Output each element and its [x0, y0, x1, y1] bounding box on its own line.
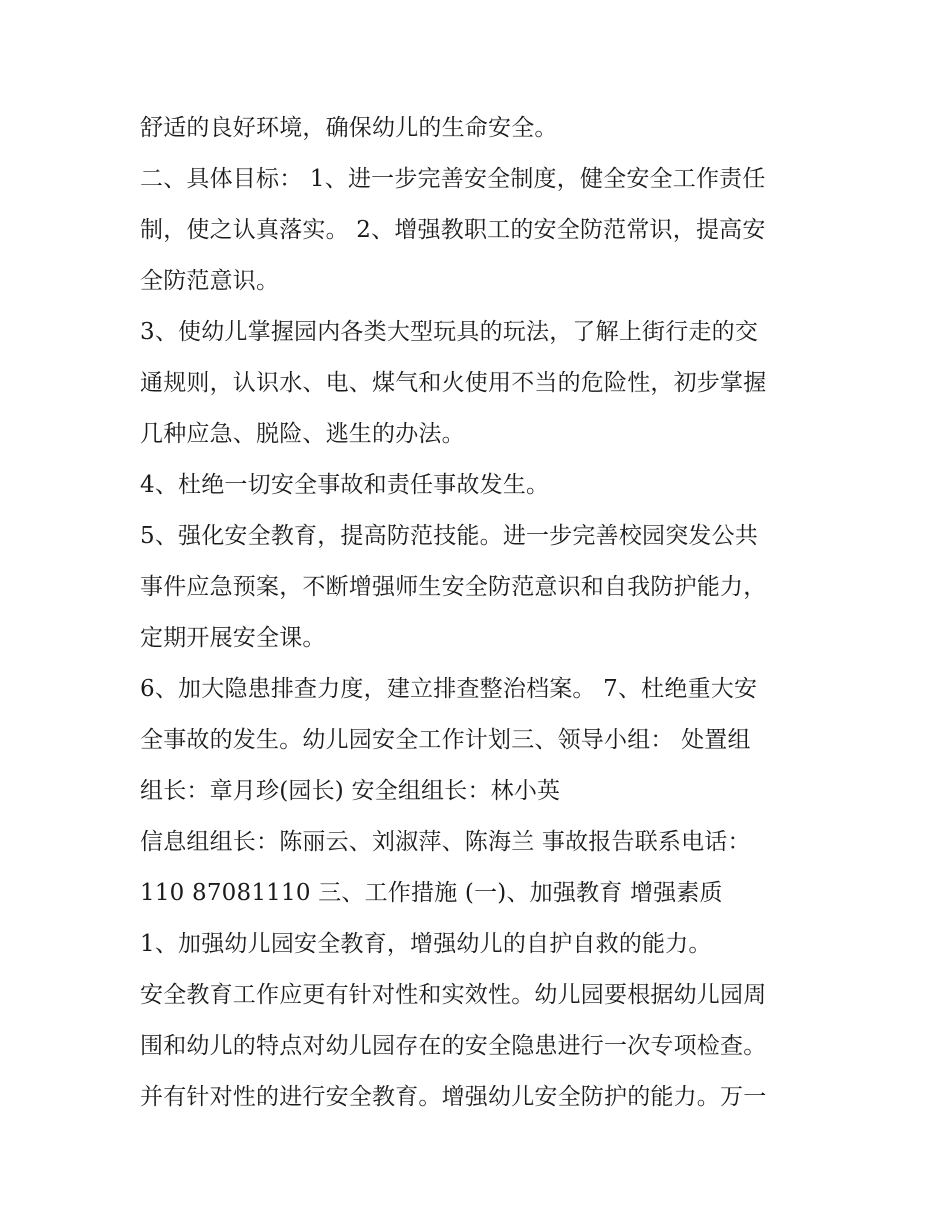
text-line: 舒适的良好环境，确保幼儿的生命安全。: [140, 115, 558, 141]
text-line: 4、杜绝一切安全事故和责任事故发生。: [140, 472, 550, 498]
document-body: [140, 103, 840, 1123]
text-line: 二、具体目标： 1、进一步完善安全制度，健全安全工作责任: [140, 166, 766, 192]
text-line: 安全教育工作应更有针对性和实效性。幼儿园要根据幼儿园周: [140, 982, 767, 1008]
text-line: 几种应急、脱险、逃生的办法。: [140, 421, 465, 447]
text-line: 5、强化安全教育，提高防范技能。进一步完善校园突发公共: [140, 523, 759, 549]
text-line: 通规则，认识水、电、煤气和火使用不当的危险性，初步掌握: [140, 370, 767, 396]
text-line: 110 87081110 三、工作措施 (一)、加强教育 增强素质: [140, 880, 723, 906]
text-line: 3、使幼儿掌握园内各类大型玩具的玩法，了解上街行走的交: [140, 319, 759, 345]
text-line: 1、加强幼儿园安全教育，增强幼儿的自护自救的能力。: [140, 931, 712, 957]
text-line: 事件应急预案，不断增强师生安全防范意识和自我防护能力，: [140, 574, 767, 600]
text-line: 定期开展安全课。: [140, 625, 326, 651]
text-line: 制，使之认真落实。 2、增强教职工的安全防范常识，提高安: [140, 217, 766, 243]
text-line: 全事故的发生。幼儿园安全工作计划三、领导小组： 处置组: [140, 727, 751, 753]
text-line: 6、加大隐患排查力度，建立排查整治档案。 7、杜绝重大安: [140, 676, 758, 702]
text-line: 围和幼儿的特点对幼儿园存在的安全隐患进行一次专项检查。: [140, 1033, 767, 1059]
text-line: 信息组组长：陈丽云、刘淑萍、陈海兰 事故报告联系电话：: [140, 829, 751, 855]
text-line: 并有针对性的进行安全教育。增强幼儿安全防护的能力。万一: [140, 1084, 767, 1110]
text-line: 全防范意识。: [140, 268, 280, 294]
text-line: 组长：章月珍(园长) 安全组组长：林小英: [140, 778, 561, 804]
